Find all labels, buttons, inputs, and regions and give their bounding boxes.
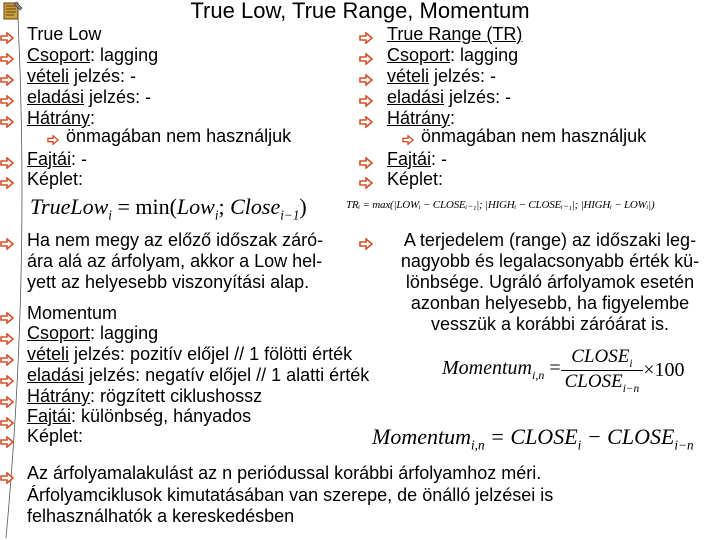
- bottom-line-2: Árfolyamciklusok kimutatásában van szerepe, de önálló jelzései is: [27, 485, 554, 505]
- true-range-buy: vételi jelzés: -: [387, 66, 497, 86]
- arrow-bullet-icon: [359, 177, 373, 189]
- momentum-drawback: Hátrány: rögzített ciklushossz: [27, 386, 263, 406]
- bottom-line-3: felhasználhatók a kereskedésben: [27, 506, 295, 526]
- true-low-heading: True Low: [27, 24, 102, 44]
- true-low-buy: vételi jelzés: -: [27, 66, 137, 86]
- true-range-note-5: vesszük a korábbi záróárat is.: [430, 314, 670, 334]
- arrow-bullet-icon: [359, 95, 373, 107]
- true-low-note-1: Ha nem megy az előző időszak záró-: [27, 230, 324, 250]
- momentum-group: Csoport: lagging: [27, 323, 159, 343]
- arrow-bullet-icon: [0, 472, 14, 484]
- true-range-heading: True Range (TR): [387, 24, 523, 44]
- arrow-bullet-icon: [0, 53, 14, 65]
- true-range-note-2: nagyobb és legalacsonyabb érték kü-: [400, 251, 700, 271]
- arrow-bullet-icon: [359, 238, 373, 250]
- true-low-note-3: yett az helyesebb viszonyítási alap.: [27, 272, 310, 292]
- true-range-types: Fajtái: -: [387, 149, 448, 169]
- true-range-sell: eladási jelzés: -: [387, 87, 512, 107]
- arrow-bullet-icon: [359, 157, 373, 169]
- arrow-bullet-icon: [402, 135, 414, 145]
- momentum-types: Fajtái: különbség, hányados: [27, 406, 252, 426]
- arrow-bullet-icon: [0, 333, 14, 345]
- arrow-bullet-icon: [0, 177, 14, 189]
- momentum-ratio-formula: Momentum$_{i,n}$ = $\frac{CLOSE_i}{CLOSE_{i-n}}$ ×100: [442, 346, 685, 395]
- true-low-formula: TrueLow$_i$ = min(Low$_i$; Close$_{i-1}$): [30, 194, 307, 223]
- arrow-bullet-icon: [359, 32, 373, 44]
- arrow-bullet-icon: [0, 238, 14, 250]
- arrow-bullet-icon: [359, 53, 373, 65]
- true-low-note-2: ára alá az árfolyam, akkor a Low hel-: [27, 251, 323, 271]
- true-low-group: Csoport: lagging: [27, 45, 159, 65]
- arrow-bullet-icon: [0, 116, 14, 128]
- true-range-note-4: azonban helyesebb, ha figyelembe: [410, 293, 690, 313]
- momentum-sell: eladási jelzés: negatív előjel // 1 alatti érték: [27, 365, 370, 385]
- bottom-line-1: Az árfolyamalakulást az n periódussal korábbi árfolyamhoz méri.: [27, 463, 542, 483]
- arrow-bullet-icon: [0, 354, 14, 366]
- true-range-formula-label: Képlet:: [387, 169, 444, 189]
- arrow-bullet-icon: [0, 312, 14, 324]
- arrow-bullet-icon: [0, 95, 14, 107]
- true-range-note-1: A terjedelem (range) az időszaki leg-: [403, 230, 697, 250]
- momentum-formula-label: Képlet:: [27, 426, 84, 446]
- arrow-bullet-icon: [359, 74, 373, 86]
- page-title: True Low, True Range, Momentum: [190, 0, 530, 23]
- true-low-formula-label: Képlet:: [27, 169, 84, 189]
- arrow-bullet-icon: [359, 116, 373, 128]
- true-range-formula: TRᵢ = max(|LOWᵢ − CLOSEᵢ₋₁|; |HIGHᵢ − CLOSEᵢ₋₁|; |HIGHᵢ − LOWᵢ|): [346, 199, 655, 211]
- arrow-bullet-icon: [0, 32, 14, 44]
- arrow-bullet-icon: [47, 135, 59, 145]
- true-low-drawback: Hátrány:: [27, 108, 96, 128]
- momentum-difference-formula: Momentum$_{i,n}$ = $CLOSE_i$ − $CLOSE_{i-n}$: [372, 424, 694, 453]
- true-range-subnote: önmagában nem használjuk: [421, 126, 647, 146]
- momentum-heading: Momentum: [27, 303, 118, 323]
- true-low-subnote: önmagában nem használjuk: [66, 126, 292, 146]
- momentum-buy: vételi jelzés: pozitív előjel // 1 fölötti érték: [27, 344, 353, 364]
- arrow-bullet-icon: [0, 157, 14, 169]
- true-low-sell: eladási jelzés: -: [27, 87, 152, 107]
- arrow-bullet-icon: [0, 74, 14, 86]
- arrow-bullet-icon: [0, 436, 14, 448]
- true-low-types: Fajtái: -: [27, 149, 88, 169]
- arrow-bullet-icon: [0, 375, 14, 387]
- true-range-drawback: Hátrány:: [387, 108, 456, 128]
- true-range-note-3: lönbsége. Ugráló árfolyamok esetén: [405, 272, 695, 292]
- arrow-bullet-icon: [0, 417, 14, 429]
- true-range-group: Csoport: lagging: [387, 45, 519, 65]
- arrow-bullet-icon: [0, 396, 14, 408]
